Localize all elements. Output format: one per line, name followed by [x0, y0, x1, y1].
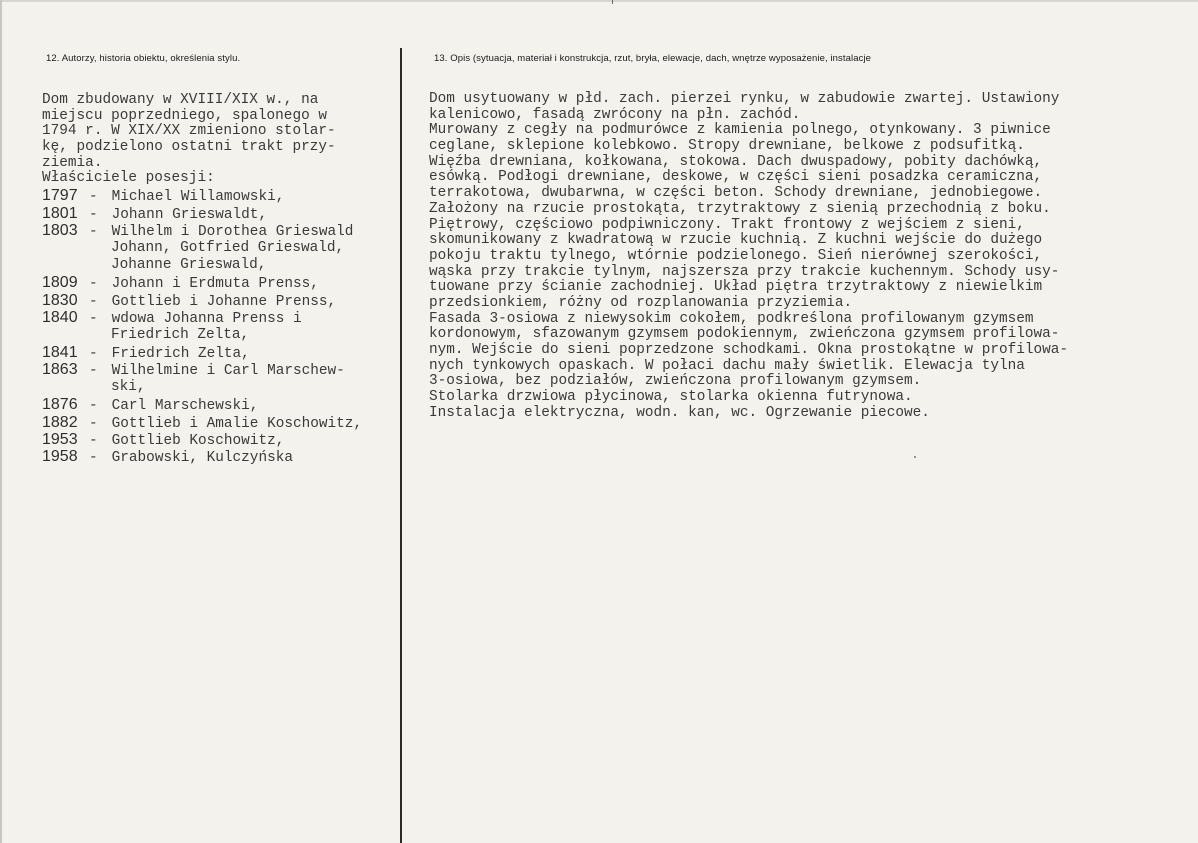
description-line: nym. Wejście do sieni poprzedzone schodkami. Okna prostokątne w profilowa-	[429, 342, 1069, 358]
owner-entry	[42, 275, 362, 292]
owner-name: Friedrich Zelta,	[103, 345, 250, 362]
description-line: esówką. Podłogi drewniane, deskowe, w części sieni posadzka ceramiczna,	[429, 169, 1043, 186]
owners-label: Właściciele posesji:	[42, 170, 215, 187]
owner-entry	[42, 362, 362, 379]
owner-dash: -	[89, 189, 98, 206]
owner-dash: -	[89, 432, 98, 449]
owner-dash: -	[89, 415, 98, 432]
owner-year: 1958	[42, 448, 78, 466]
description-line: terrakotowa, dwubarwna, w części beton. Schody drewniane, jednobiegowe.	[429, 185, 1043, 202]
owner-name: Gottlieb i Amalie Koschowitz,	[103, 415, 363, 432]
history-intro-line: Dom zbudowany w XVIII/XIX w., na	[42, 92, 319, 108]
owner-entry	[42, 241, 362, 258]
description-line: Fasada 3-osiowa z niewysokim cokołem, podkreślona profilowanym gzymsem	[429, 310, 1034, 327]
ink-speck	[914, 456, 916, 458]
owner-year: 1809	[42, 274, 78, 292]
top-edge	[2, 0, 1198, 2]
owner-name-continued: Johanne Grieswald,	[111, 257, 267, 273]
owner-name: Michael Willamowski,	[103, 189, 285, 206]
owner-dash: -	[89, 363, 98, 380]
owner-name: Johann i Erdmuta Prenss,	[103, 276, 319, 293]
owner-name-continued: Johann, Gotfried Grieswald,	[111, 239, 345, 256]
owner-name-continued: Friedrich Zelta,	[111, 326, 250, 343]
description-line: pokoju traktu tylnego, wtórnie podzielonego. Sień nierównej szerokości,	[429, 247, 1043, 264]
description-line: ceglane, sklepione kolebkowo. Stropy drewniane, belkowe z podsufitką.	[429, 138, 1025, 155]
owner-dash: -	[89, 398, 98, 415]
owner-entry	[42, 328, 362, 345]
owner-entry	[42, 223, 362, 240]
owner-entry	[42, 258, 362, 275]
owner-year: 1882	[42, 413, 78, 431]
history-intro-line: ziemia.	[42, 154, 103, 171]
description-line: kordonowym, sfazowanym gzymsem podokiennym, zwieńczona gzymsem profilowa-	[429, 326, 1060, 343]
owner-entry	[42, 345, 362, 362]
owner-entry	[42, 380, 362, 397]
description-line: Stolarka drzwiowa płycinowa, stolarka okienna futrynowa.	[429, 389, 913, 406]
owner-entry	[42, 432, 362, 449]
description-line: kalenicowo, fasadą zwrócony na płn. zachód.	[429, 106, 801, 123]
owner-dash: -	[89, 206, 98, 223]
owner-name: Gottlieb Koschowitz,	[103, 432, 285, 449]
owner-entry	[42, 310, 362, 327]
owner-entry	[42, 397, 362, 414]
owner-year: 1830	[42, 291, 78, 309]
owner-dash: -	[89, 224, 98, 241]
owner-dash: -	[89, 293, 98, 310]
owner-name-continued: ski,	[111, 378, 146, 395]
owner-dash: -	[89, 276, 98, 293]
owner-year: 1841	[42, 343, 78, 361]
description-line: skomunikowany z kwadratową w rzucie kuchnią. Z kuchni wejście do dużego	[429, 232, 1043, 249]
owner-name: Carl Marschewski,	[103, 398, 259, 415]
owner-entry	[42, 449, 362, 466]
section-12-header: 12. Autorzy, historia obiektu, określenia stylu.	[46, 53, 241, 64]
owner-year: 1840	[42, 309, 78, 327]
description-line: Murowany z cegły na podmurówce z kamienia polnego, otynkowany. 3 piwnice	[429, 122, 1051, 139]
owner-name: Grabowski, Kulczyńska	[103, 450, 293, 467]
description-line: Piętrowy, częściowo podpiwniczony. Trakt frontowy z wejściem z sieni,	[429, 216, 1025, 233]
owner-name: Gottlieb i Johanne Prenss,	[103, 293, 337, 310]
description-line: nych tynkowych opaskach. W połaci dachu mały świetlik. Elewacja tylna	[429, 357, 1025, 374]
description-line: tuowane przy ścianie zachodniej. Układ piętra trzytraktowy z niewielkim	[429, 279, 1043, 296]
owner-year: 1803	[42, 222, 78, 240]
description-line: wąska przy trakcie tylnym, najszersza przy trakcie kuchennym. Schody usy-	[429, 263, 1060, 280]
column-divider	[400, 48, 402, 843]
history-text	[42, 93, 362, 467]
section-13-header: 13. Opis (sytuacja, materiał i konstrukcja, rzut, bryła, elewacje, dach, wnętrze wyposażenie, instalacje	[434, 53, 872, 64]
owner-year: 1876	[42, 396, 78, 414]
history-intro-line: 1794 r. W XIX/XX zmieniono stolar-	[42, 123, 336, 140]
owner-entry	[42, 188, 362, 205]
owner-year: 1953	[42, 430, 78, 448]
description-line: 3-osiowa, bez podziałów, zwieńczona profilowanym gzymsem.	[429, 373, 922, 390]
description-line: Instalacja elektryczna, wodn. kan, wc. Ogrzewanie piecowe.	[429, 404, 930, 421]
owner-dash: -	[89, 450, 98, 467]
owner-name: wdowa Johanna Prenss i	[103, 311, 302, 328]
owner-year: 1797	[42, 187, 78, 205]
owner-entry	[42, 206, 362, 223]
description-text	[429, 92, 1068, 421]
description-line: Dom usytuowany w płd. zach. pierzei rynku, w zabudowie zwartej. Ustawiony	[429, 91, 1060, 107]
description-line: Więźba drewniana, kołkowana, stokowa. Dach dwuspadowy, pobity dachówką,	[429, 153, 1043, 170]
history-intro-line: miejscu poprzedniego, spalonego w	[42, 107, 327, 124]
owner-name: Johann Grieswaldt,	[103, 206, 268, 223]
owner-entry	[42, 293, 362, 310]
description-line: Założony na rzucie prostokąta, trzytraktowy z sienią przechodnią z boku.	[429, 200, 1051, 217]
owner-year: 1863	[42, 361, 78, 379]
history-intro-line: kę, podzielono ostatni trakt przy-	[42, 139, 336, 156]
owner-dash: -	[89, 311, 98, 328]
description-line: przedsionkiem, różny od rozplanowania przyziemia.	[429, 294, 853, 311]
fold-mark	[612, 0, 613, 4]
owner-entry	[42, 415, 362, 432]
owner-name: Wilhelm i Dorothea Grieswald	[103, 224, 354, 241]
owner-name: Wilhelmine i Carl Marschew-	[103, 363, 345, 380]
owner-year: 1801	[42, 204, 78, 222]
owner-dash: -	[89, 345, 98, 362]
